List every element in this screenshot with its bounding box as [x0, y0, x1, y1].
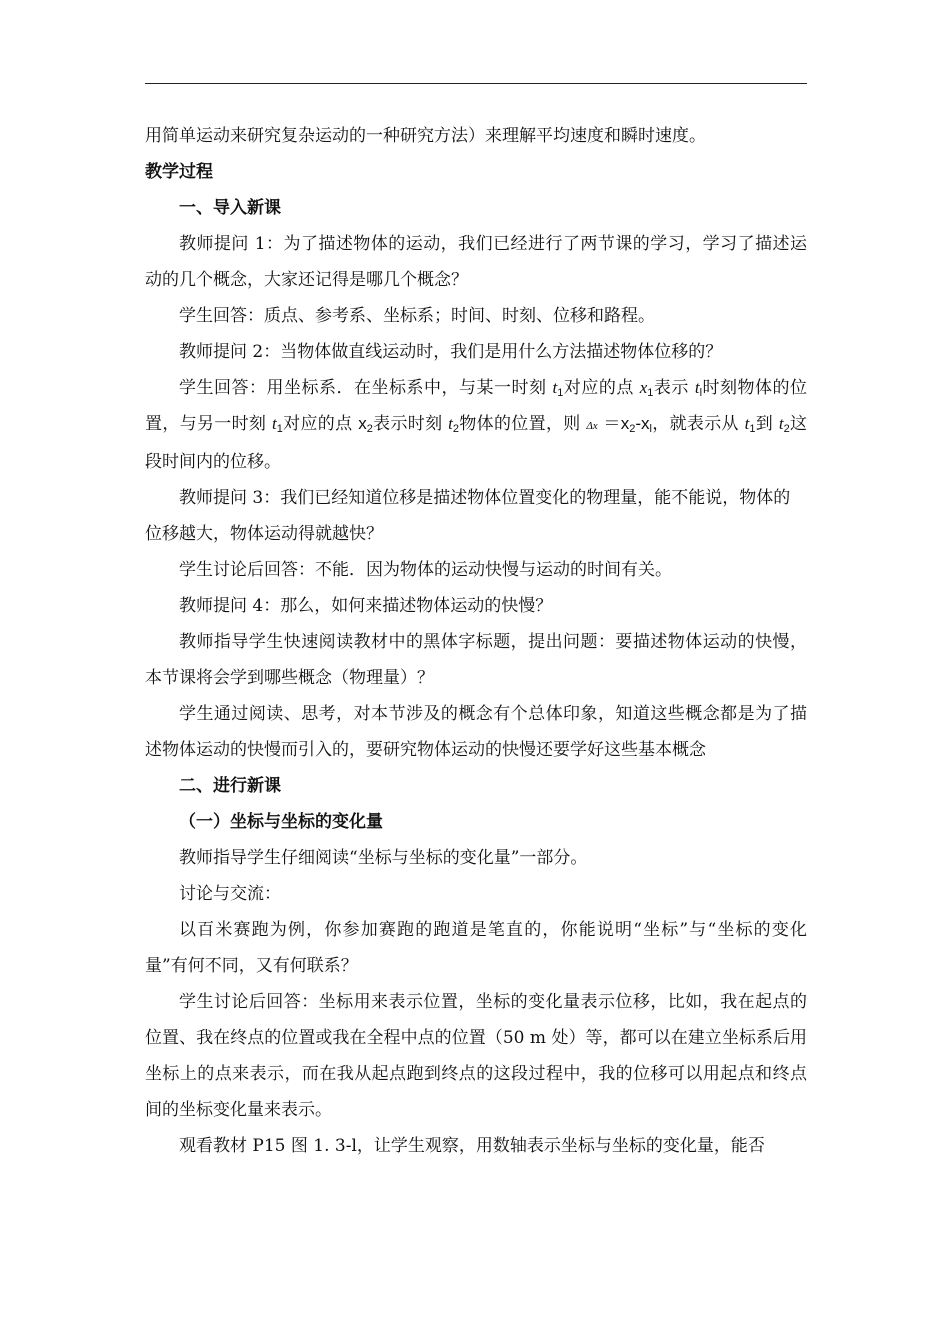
teacher-guidance: 教师指导学生快速阅读教材中的黑体字标题，提出问题：要描述物体运动的快慢，本节课将会学到哪些概念（物理量）？	[145, 632, 807, 688]
student-answer-1: 学生回答：质点、参考系、坐标系；时间、时刻、位移和路程。	[179, 306, 655, 326]
teacher-guidance-reading: 教师指导学生仔细阅读“坐标与坐标的变化量”一部分。	[179, 848, 588, 868]
student-reading: 学生通过阅读、思考，对本节涉及的概念有个总体印象，知道这些概念都是为了描述物体运动的快慢而引入的，要研究物体运动的快慢还要学好这些基本概念	[145, 704, 807, 760]
section-heading-new-lesson: 二、进行新课	[179, 776, 281, 796]
section-heading-teaching-process: 教学过程	[145, 162, 213, 182]
teacher-question-2: 教师提问 2：当物体做直线运动时，我们是用什么方法描述物体位移的？	[179, 342, 723, 362]
discussion-question: 以百米赛跑为例，你参加赛跑的跑道是笔直的，你能说明“坐标”与“坐标的变化量”有何不同，又有何联系？	[145, 920, 807, 976]
student-answer-2: 学生回答：用坐标系．在坐标系中，与某一时刻 $t_1$对应的点 $x_1$表示 $t_l$时刻物体的位置，与另一时刻 $t_1$对应的点 $x_2$表示时刻 $t_2$物体的位置，则 $\Delta x =x_2-x_l$，就表示从 $t_1$到 $t_2$这段时间内的位移。	[145, 378, 808, 472]
paragraph-continuation: 用简单运动来研究复杂运动的一种研究方法）来理解平均速度和瞬时速度。	[145, 126, 706, 146]
teacher-question-4: 教师提问 4：那么，如何来描述物体运动的快慢？	[179, 596, 553, 616]
student-discussion-answer: 学生讨论后回答：坐标用来表示位置，坐标的变化量表示位移，比如，我在起点的位置、我在终点的位置或我在全程中点的位置（50 m 处）等，都可以在建立坐标系后用坐标上的点来表示，而在我从起点跑到终点的这段过程中，我的位移可以用起点和终点间的坐标变化量来表示。	[145, 992, 807, 1120]
teacher-question-3: 教师提问 3：我们已经知道位移是描述物体位置变化的物理量，能不能说，物体的	[179, 488, 791, 508]
teacher-question-3-continuation: 位移越大，物体运动得就越快？	[145, 524, 383, 544]
student-answer-3: 学生讨论后回答：不能．因为物体的运动快慢与运动的时间有关。	[179, 560, 672, 580]
document-body	[145, 118, 807, 1164]
subsection-heading-coordinates: （一）坐标与坐标的变化量	[179, 812, 383, 832]
textbook-figure-reference: 观看教材 P15 图 1. 3-l，让学生观察，用数轴表示坐标与坐标的变化量，能否	[179, 1136, 765, 1156]
header-rule	[145, 83, 807, 84]
section-heading-intro: 一、导入新课	[179, 198, 281, 218]
teacher-question-1: 教师提问 1：为了描述物体的运动，我们已经进行了两节课的学习，学习了描述运动的几个概念，大家还记得是哪几个概念？	[145, 234, 807, 290]
discussion-label: 讨论与交流：	[179, 884, 281, 904]
